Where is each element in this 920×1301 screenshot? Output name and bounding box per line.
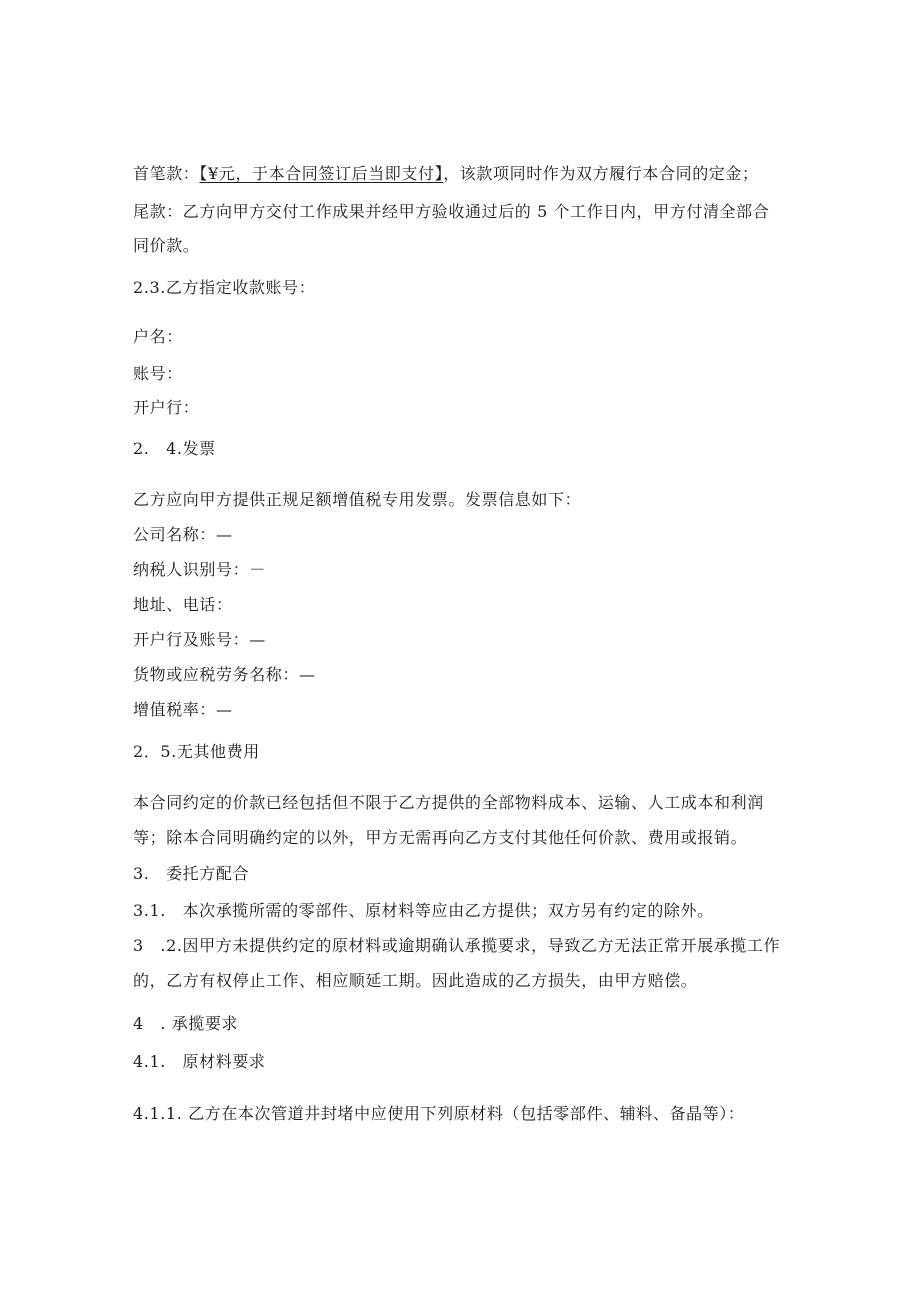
invoice-taxpayer-id: 纳税人识别号：－ (133, 560, 266, 579)
final-payment-line-2: 同价款。 (133, 236, 200, 255)
first-payment-terms: 【¥元，于本合同签订后当即支付】 (199, 164, 444, 183)
invoice-vat-rate: 增值税率：— (133, 700, 233, 719)
requirements-item-4-1-1: 4.1.1. 乙方在本次管道井封堵中应使用下列原材料（包括零部件、辅料、备晶等）： (133, 1104, 745, 1123)
first-payment-line (133, 164, 759, 184)
invoice-bank-account: 开户行及账号：— (133, 630, 266, 649)
invoice-address-phone: 地址、电话： (133, 595, 233, 614)
invoice-heading: 2. 4.发票 (133, 439, 216, 458)
no-other-fees-line-1: 本合同约定的价款已经包括但不限于乙方提供的全部物料成本、运输、人工成本和利润 (133, 793, 764, 812)
no-other-fees-line-2: 等；除本合同明确约定的以外，甲方无需再向乙方支付其他任何价款、费用或报销。 (133, 828, 748, 847)
cooperation-item-3-2-line-2: 的，乙方有权停止工作、相应顺延工期。因此造成的乙方损失，由甲方赔偿。 (133, 971, 698, 990)
account-heading: 2.3.乙方指定收款账号： (133, 278, 316, 297)
cooperation-heading: 3. 委托方配合 (133, 864, 250, 883)
invoice-intro: 乙方应向甲方提供正规足额增值税专用发票。发票信息如下： (133, 490, 582, 509)
requirements-sub-4-1: 4.1. 原材料要求 (133, 1052, 266, 1071)
first-payment-label: 首笔款： (133, 164, 200, 183)
cooperation-item-3-2-line-1: 3 .2.因甲方未提供约定的原材料或逾期确认承揽要求，导致乙方无法正常开展承揽工作 (133, 936, 781, 955)
requirements-heading: 4 . 承揽要求 (133, 1014, 239, 1033)
invoice-goods-name: 货物或应税劳务名称：— (133, 665, 316, 684)
account-bank-label: 开户行： (133, 398, 200, 417)
no-other-fees-heading: 2．5.无其他费用 (133, 742, 260, 761)
final-payment-line-1: 尾款：乙方向甲方交付工作成果并经甲方验收通过后的 5 个工作日内，甲方付清全部合 (133, 202, 770, 221)
invoice-company: 公司名称：— (133, 525, 233, 544)
account-name-label: 户名： (133, 327, 183, 346)
account-number-label: 账号： (133, 364, 183, 383)
first-payment-tail: ，该款项同时作为双方履行本合同的定金； (443, 164, 759, 183)
cooperation-item-3-1: 3.1. 本次承揽所需的零部件、原材料等应由乙方提供；双方另有约定的除外。 (133, 901, 714, 920)
